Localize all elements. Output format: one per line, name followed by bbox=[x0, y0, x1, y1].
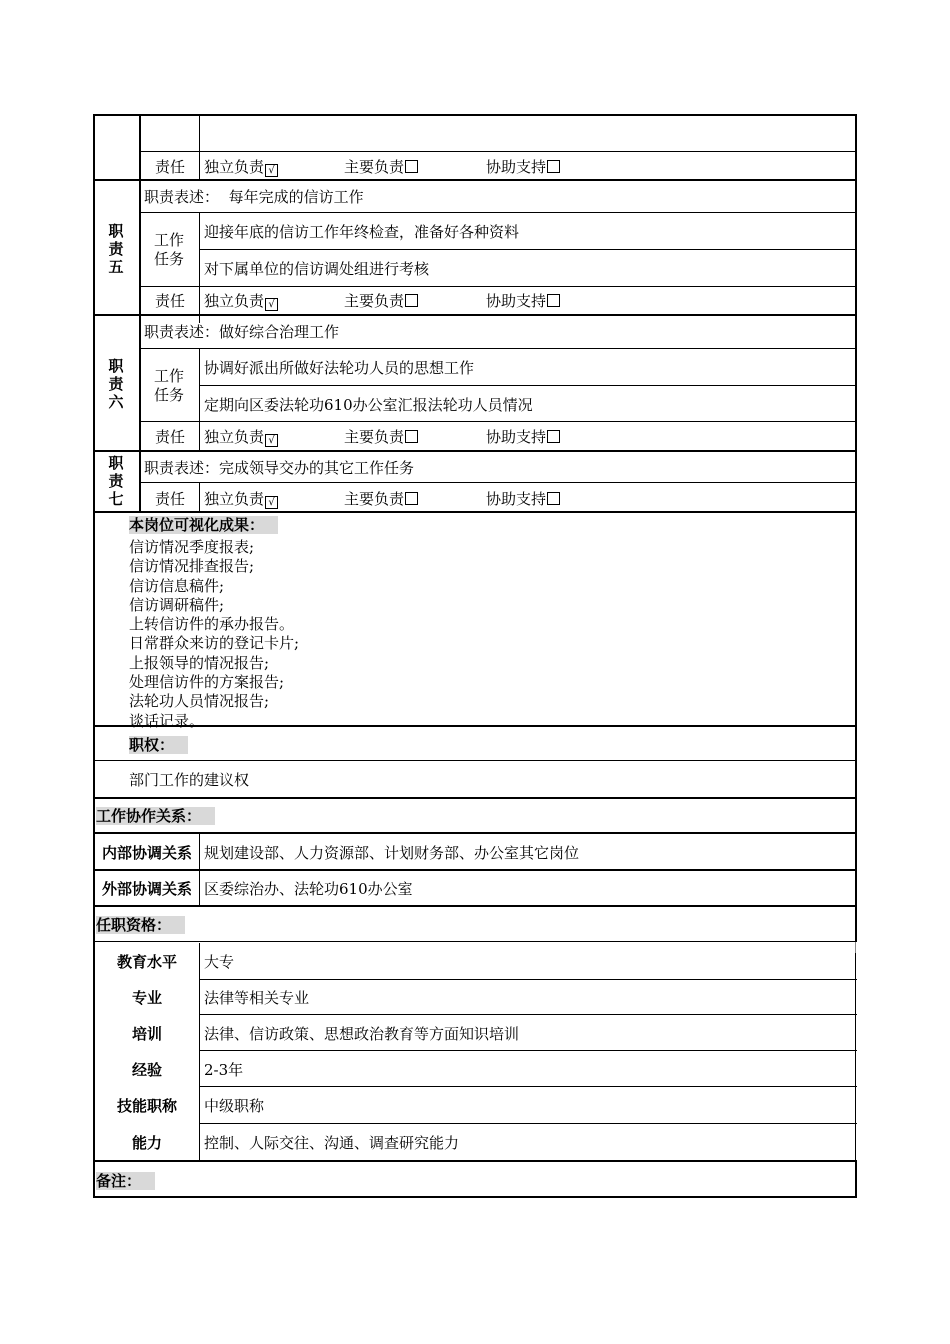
internal-coordination-value: 规划建设部、人力资源部、计划财务部、办公室其它岗位 bbox=[204, 844, 580, 862]
resp-assist-option: 协助支持 bbox=[486, 292, 560, 310]
list-item: 上报领导的情况报告; bbox=[129, 653, 270, 672]
heading-col-divider bbox=[139, 114, 141, 512]
label-col-divider bbox=[199, 114, 200, 180]
table-right-border-bottom bbox=[855, 1160, 857, 1198]
row-line bbox=[199, 385, 857, 386]
internal-coordination-label: 内部协调关系 bbox=[101, 844, 192, 862]
resp-main-option: 主要负责 bbox=[344, 158, 418, 176]
empty-box-icon bbox=[547, 294, 560, 307]
outcomes-list bbox=[129, 538, 299, 731]
row-line bbox=[93, 760, 857, 761]
row-line bbox=[199, 979, 857, 980]
row-line bbox=[139, 482, 857, 483]
qualifications-title: 任职资格： bbox=[96, 916, 185, 934]
label-col-divider bbox=[199, 213, 200, 323]
resp-assist-option: 协助支持 bbox=[486, 490, 560, 508]
resp-independent-option: 独立负责 √ bbox=[204, 428, 278, 447]
list-item: 法轮功人员情况报告; bbox=[129, 692, 270, 711]
resp-main-option: 主要负责 bbox=[344, 292, 418, 310]
duty-seven-desc: 职责表述：完成领导交办的其它工作任务 bbox=[144, 459, 415, 477]
qual-value-training: 法律、信访政策、思想政治教育等方面知识培训 bbox=[204, 1025, 520, 1043]
coordination-title: 工作协作关系： bbox=[96, 807, 215, 825]
qual-label-ability: 能力 bbox=[131, 1134, 162, 1152]
label-col-divider bbox=[199, 483, 200, 512]
qual-label-major: 专业 bbox=[131, 989, 162, 1007]
empty-box-icon bbox=[547, 430, 560, 443]
qual-value-experience: 2-3年 bbox=[204, 1061, 244, 1079]
table-right-border-gap bbox=[855, 941, 856, 953]
resp-label: 责任 bbox=[155, 490, 186, 508]
section-line bbox=[93, 314, 857, 316]
section-line bbox=[93, 832, 857, 834]
row-line bbox=[139, 421, 857, 422]
row-line bbox=[199, 1123, 857, 1124]
row-line bbox=[139, 151, 857, 152]
duty-five-heading: 职 责 五 bbox=[108, 222, 124, 276]
qual-label-training: 培训 bbox=[131, 1025, 162, 1043]
list-item: 上转信访件的承办报告。 bbox=[129, 615, 295, 634]
resp-independent: 独立负责 bbox=[204, 158, 265, 176]
row-line bbox=[199, 1050, 857, 1051]
row-line bbox=[139, 348, 857, 349]
qual-value-major: 法律等相关专业 bbox=[204, 989, 310, 1007]
duty-six-task-2: 定期向区委法轮功610办公室汇报法轮功人员情况 bbox=[204, 396, 533, 414]
duty-six-desc: 职责表述：做好综合治理工作 bbox=[144, 323, 340, 341]
qual-value-title: 中级职称 bbox=[204, 1097, 265, 1115]
table-bottom-border bbox=[93, 1196, 857, 1198]
checked-box-icon: √ bbox=[265, 298, 278, 311]
row-line bbox=[199, 1086, 857, 1087]
checked-box-icon: √ bbox=[265, 164, 278, 177]
table-right-border-quals bbox=[855, 953, 856, 1160]
table-right-border bbox=[855, 114, 857, 941]
qual-value-ability: 控制、人际交往、沟通、调查研究能力 bbox=[204, 1134, 460, 1152]
duty-five-task-1: 迎接年底的信访工作年终检查，准备好各种资料 bbox=[204, 223, 520, 241]
checked-box-icon: √ bbox=[265, 496, 278, 509]
qual-label-education: 教育水平 bbox=[116, 953, 177, 971]
resp-main-option: 主要负责 bbox=[344, 428, 418, 446]
list-item: 信访情况季度报表; bbox=[129, 538, 255, 556]
row-line bbox=[199, 1014, 857, 1015]
empty-box-icon bbox=[405, 492, 418, 505]
resp-assist-option: 协助支持 bbox=[486, 428, 560, 446]
section-line bbox=[93, 905, 857, 907]
empty-box-icon bbox=[405, 160, 418, 173]
authority-title: 职权： bbox=[129, 736, 188, 754]
list-item: 谈话记录。 bbox=[129, 711, 205, 730]
qual-label-title: 技能职称 bbox=[116, 1097, 177, 1115]
resp-label: 责任 bbox=[155, 158, 186, 176]
external-coordination-value: 区委综治办、法轮功610办公室 bbox=[204, 880, 413, 898]
qual-value-education: 大专 bbox=[204, 953, 235, 971]
section-line bbox=[93, 797, 857, 799]
row-line bbox=[139, 212, 857, 213]
job-description-table bbox=[93, 114, 857, 1198]
duty-five-desc: 职责表述： 每年完成的信访工作 bbox=[144, 188, 364, 206]
resp-main-option: 主要负责 bbox=[344, 490, 418, 508]
resp-assist-option: 协助支持 bbox=[486, 158, 560, 176]
external-coordination-label: 外部协调关系 bbox=[101, 880, 192, 898]
resp-label: 责任 bbox=[155, 428, 186, 446]
list-item: 日常群众来访的登记卡片; bbox=[129, 634, 300, 653]
resp-label: 责任 bbox=[155, 292, 186, 310]
duty-five-task-label: 工作 任务 bbox=[153, 231, 184, 268]
table-top-border bbox=[93, 114, 857, 116]
empty-box-icon bbox=[547, 160, 560, 173]
duty-six-task-1: 协调好派出所做好法轮功人员的思想工作 bbox=[204, 359, 475, 377]
list-item: 信访调研稿件; bbox=[129, 595, 225, 614]
resp-independent-option: 独立负责 √ bbox=[204, 292, 278, 311]
label-col-divider bbox=[199, 349, 200, 450]
duty-six-task-label: 工作 任务 bbox=[153, 367, 184, 404]
duty-seven-heading: 职 责 七 bbox=[108, 454, 124, 508]
qual-label-experience: 经验 bbox=[131, 1061, 162, 1079]
section-line bbox=[93, 1160, 857, 1162]
resp-options bbox=[204, 158, 278, 177]
quals-col-divider bbox=[199, 943, 200, 1160]
section-line bbox=[93, 450, 857, 452]
checked-box-icon: √ bbox=[265, 434, 278, 447]
empty-box-icon bbox=[405, 430, 418, 443]
duty-six-heading: 职 责 六 bbox=[108, 357, 124, 411]
row-line bbox=[93, 941, 857, 942]
outcomes-title: 本岗位可视化成果： bbox=[129, 516, 278, 534]
duty-five-task-2: 对下属单位的信访调处组进行考核 bbox=[204, 260, 430, 278]
resp-independent-option: 独立负责 √ bbox=[204, 490, 278, 509]
section-line bbox=[93, 869, 857, 871]
list-item: 处理信访件的方案报告; bbox=[129, 673, 285, 692]
list-item: 信访信息稿件; bbox=[129, 576, 225, 595]
list-item: 信访情况排查报告; bbox=[129, 557, 255, 576]
section-line bbox=[93, 511, 857, 513]
empty-box-icon bbox=[405, 294, 418, 307]
empty-box-icon bbox=[547, 492, 560, 505]
remarks-title: 备注： bbox=[96, 1172, 155, 1190]
row-line bbox=[139, 286, 857, 287]
authority-content: 部门工作的建议权 bbox=[129, 771, 250, 789]
section-line bbox=[93, 179, 857, 181]
row-line bbox=[199, 249, 857, 250]
